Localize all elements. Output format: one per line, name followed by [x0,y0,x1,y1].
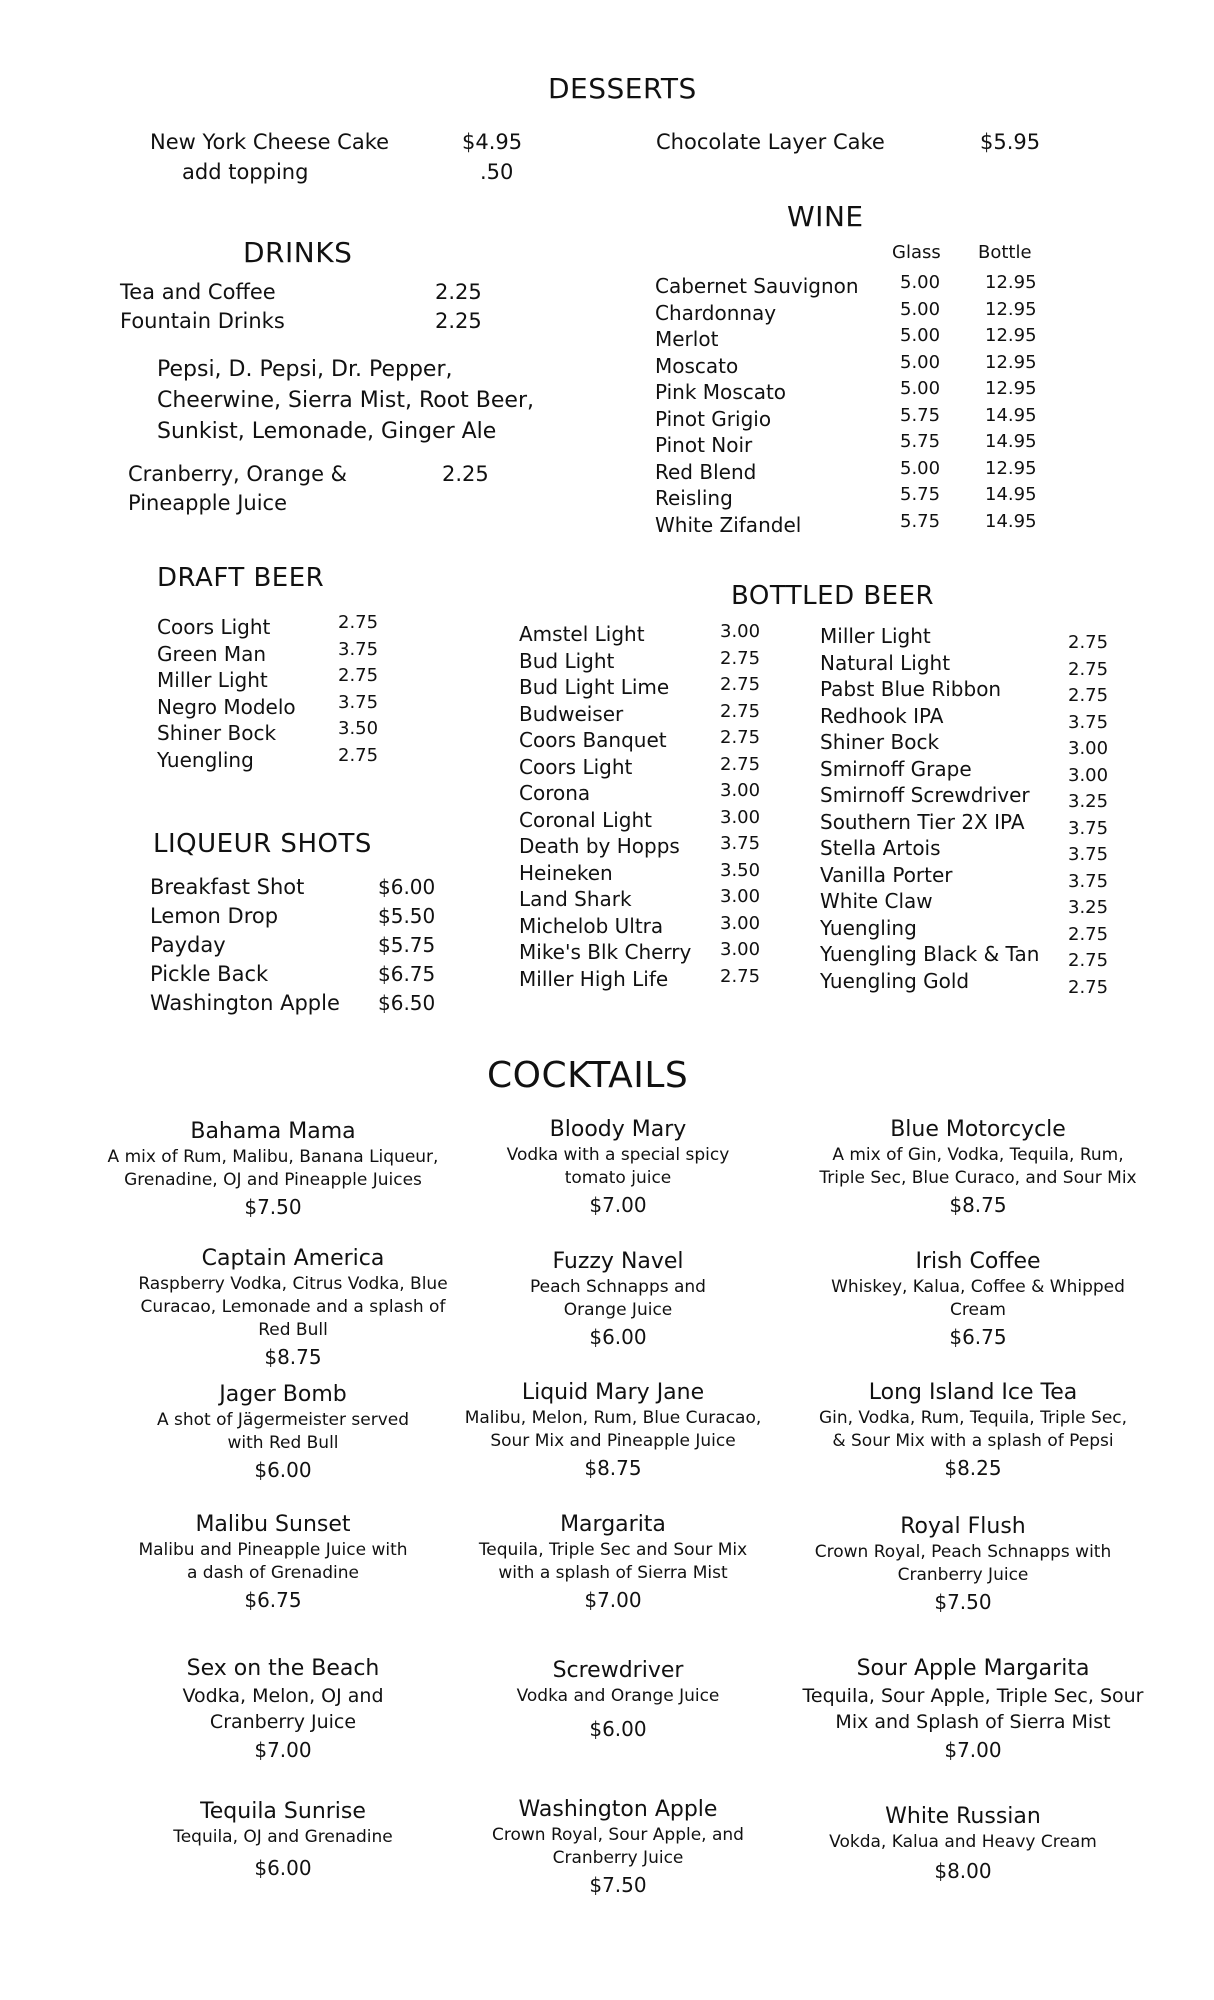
cocktail-desc: Vodka, Melon, OJ and [182,1685,384,1707]
cocktail-price: $8.75 [264,1345,322,1369]
dessert-chocolate-price: $5.95 [980,130,1041,154]
bottled-item: Michelob Ultra [519,913,664,938]
cocktail-name: Royal Flush [900,1514,1026,1539]
bottled-price: 2.75 [1068,976,1109,998]
cocktail-desc: Malibu, Melon, Rum, Blue Curacao, [464,1408,762,1428]
liqueur-price: $5.50 [378,904,436,928]
bottled-price: 2.75 [720,727,761,748]
cocktail-name: Sex on the Beach [186,1656,380,1681]
bottled-item: Corona [519,781,591,805]
wine-item: Pinot Grigio [655,406,772,431]
bottled-price: 3.00 [720,780,761,801]
bottled-item: Death by Hopps [519,834,680,858]
bottled-price: 2.75 [720,700,761,722]
bottled-price: 3.75 [1068,817,1109,839]
bottled-price: 2.75 [720,965,761,987]
juice-line: Pineapple Juice [128,491,288,515]
cocktail-desc: with Red Bull [227,1433,339,1453]
wine-bottle-price: 12.95 [985,378,1037,399]
wine-item: Red Blend [655,459,757,484]
draft-price: 2.75 [338,744,379,766]
draft-item: Miller Light [157,668,268,692]
cocktail-name: Washington Apple [518,1797,718,1822]
wine-glass-price: 5.00 [900,298,941,320]
cocktail-price: $7.00 [254,1738,312,1762]
wine-glass-prices [900,270,940,535]
soda-list [157,354,534,447]
cocktail-price: $7.00 [589,1193,647,1217]
cocktail-desc: Cranberry Juice [552,1848,684,1868]
cocktail-card [423,1379,803,1483]
wine-bottle-price: 12.95 [985,325,1037,346]
cocktail-card [438,1248,798,1352]
bottled-price: 3.00 [720,621,761,642]
draft-item: Shiner Bock [157,721,277,745]
cocktail-card [93,1118,453,1222]
bottled-item: Amstel Light [519,622,645,646]
cocktail-desc: Crown Royal, Sour Apple, and [492,1825,744,1845]
cocktail-card [438,1796,798,1900]
cocktail-desc: Tequila, OJ and Grenadine [173,1827,393,1847]
bottled-item: Stella Artois [820,836,941,860]
bottled-price: 3.00 [720,939,761,960]
bottled-price: 3.25 [1068,791,1109,812]
cocktail-price: $7.50 [589,1873,647,1897]
bottled-price: 3.00 [1068,764,1109,786]
draft-item: Yuengling [157,747,254,772]
bottled-price: 2.75 [1068,923,1109,945]
cocktail-desc: Mix and Splash of Sierra Mist [835,1711,1111,1733]
drinks-title: DRINKS [243,236,353,269]
cocktail-desc: Malibu and Pineapple Juice with [138,1540,408,1560]
cocktail-price: $6.75 [244,1588,302,1612]
bottled-item: Smirnoff Screwdriver [820,783,1030,807]
cocktail-card [103,1798,463,1883]
bottled-item: Shiner Bock [820,730,940,754]
liqueur-names [150,873,340,1018]
cocktail-name: Malibu Sunset [195,1512,351,1537]
bottled-price: 2.75 [1068,658,1109,680]
cocktail-desc: with a splash of Sierra Mist [498,1563,728,1583]
bottled-item: Coronal Light [519,807,652,832]
juice-name [128,460,347,518]
bottled-price: 2.75 [1068,950,1109,971]
draft-price: 3.50 [338,718,379,739]
liqueur-price: $6.50 [378,991,436,1015]
cocktail-price: $7.00 [944,1738,1002,1762]
drink-tea-name: Tea and Coffee [120,280,276,304]
cocktail-desc: Vodka and Orange Juice [516,1686,720,1706]
bottled-price: 2.75 [720,674,761,695]
cocktail-desc: Cream [950,1300,1006,1320]
cocktail-name: Bloody Mary [549,1117,687,1142]
soda-line: Pepsi, D. Pepsi, Dr. Pepper, [157,357,453,382]
cocktail-desc: Cranberry Juice [897,1565,1029,1585]
cocktail-card [438,1657,798,1744]
wine-bottle-price: 12.95 [985,351,1037,373]
cocktail-desc: A mix of Gin, Vodka, Tequila, Rum, [832,1145,1124,1165]
draft-price: 2.75 [338,612,379,633]
bottled-price: 2.75 [720,753,761,775]
wine-item: White Zifandel [655,512,802,537]
liqueur-price: $6.00 [378,875,436,899]
cocktail-price: $6.00 [589,1717,647,1741]
draft-price: 2.75 [338,665,379,686]
cocktail-name: Margarita [560,1512,666,1537]
cocktail-card [783,1248,1173,1352]
wine-bottle-price: 12.95 [985,272,1037,293]
cocktail-card [103,1381,463,1485]
bottled-price: 3.25 [1068,897,1109,918]
cocktail-card [113,1245,473,1372]
cocktail-desc: Vokda, Kalua and Heavy Cream [829,1832,1097,1852]
bottled-item: Budweiser [519,701,624,726]
liqueur-item: Pickle Back [150,962,269,986]
bottled-item: Coors Banquet [519,728,667,752]
bottled-item: White Claw [820,889,933,913]
bottled-item: Natural Light [820,650,951,675]
bottled-item: Heineken [519,860,613,885]
wine-bottle-price: 14.95 [985,484,1037,505]
wine-glass-header: Glass [892,242,941,263]
cocktail-price: $8.75 [949,1193,1007,1217]
cocktail-desc: Vodka with a special spicy [506,1145,730,1165]
cocktail-price: $7.50 [934,1590,992,1614]
cocktail-desc: Red Bull [258,1320,328,1340]
bottled-item: Pabst Blue Ribbon [820,677,1002,701]
wine-bottle-price: 12.95 [985,457,1037,479]
bottled-item: Smirnoff Grape [820,756,972,781]
bottled-item: Yuengling [820,915,917,940]
soda-line: Sunkist, Lemonade, Ginger Ale [157,419,497,444]
liqueur-price: $5.75 [378,933,436,957]
cocktail-desc: A mix of Rum, Malibu, Banana Liqueur, [107,1147,439,1167]
cocktail-name: Blue Motorcycle [890,1117,1066,1142]
cocktail-name: Bahama Mama [190,1119,356,1144]
wine-glass-price: 5.00 [900,351,941,373]
cocktail-desc: tomato juice [564,1168,672,1188]
cocktail-price: $6.00 [254,1458,312,1482]
bottled-right-prices [1068,630,1108,1001]
cocktail-price: $7.00 [584,1588,642,1612]
wine-title: WINE [787,200,864,233]
wine-glass-price: 5.00 [900,457,941,479]
cocktail-card [103,1655,463,1765]
wine-item: Reisling [655,486,733,510]
liqueur-item: Payday [150,933,226,957]
liqueur-prices [378,873,435,1018]
cocktail-desc: Cranberry Juice [209,1711,357,1733]
wine-bottle-price: 12.95 [985,298,1037,320]
liqueur-item: Breakfast Shot [150,875,305,899]
drink-tea-price: 2.25 [435,280,482,304]
liqueur-title: LIQUEUR SHOTS [153,829,372,859]
cocktail-desc: A shot of Jägermeister served [156,1410,410,1430]
cocktail-card [783,1116,1173,1220]
cocktail-price: $6.00 [254,1856,312,1880]
wine-bottle-price: 14.95 [985,510,1037,532]
wine-item: Moscato [655,353,739,378]
wine-names [655,273,859,538]
draft-names [157,614,296,773]
liqueur-price: $6.75 [378,962,436,986]
bottled-price: 3.75 [1068,844,1109,865]
bottled-price: 3.50 [720,859,761,881]
bottled-item: Miller High Life [519,966,669,991]
cocktail-desc: Curacao, Lemonade and a splash of [140,1297,446,1317]
cocktail-desc: Raspberry Vodka, Citrus Vodka, Blue [138,1274,448,1294]
cocktail-name: Irish Coffee [915,1249,1041,1274]
cocktail-desc: Grenadine, OJ and Pineapple Juices [124,1170,422,1190]
soda-line: Cheerwine, Sierra Mist, Root Beer, [157,388,534,413]
dessert-chocolate-name: Chocolate Layer Cake [656,130,885,154]
dessert-cheesecake-price: $4.95 [462,130,523,154]
wine-item: Cabernet Sauvignon [655,274,859,298]
bottled-price: 3.00 [720,806,761,828]
drink-fountain-name: Fountain Drinks [120,309,285,333]
wine-item: Chardonnay [655,300,777,325]
cocktail-card [433,1511,793,1615]
wine-glass-price: 5.75 [900,404,941,426]
wine-glass-price: 5.00 [900,272,941,293]
dessert-cheesecake-name: New York Cheese Cake [150,130,390,154]
drink-fountain-price: 2.25 [435,309,482,333]
bottled-price: 3.00 [720,912,761,934]
cocktail-price: $6.00 [589,1325,647,1349]
cocktail-desc: Gin, Vodka, Rum, Tequila, Triple Sec, [818,1408,1128,1428]
cocktail-price: $7.50 [244,1195,302,1219]
bottled-price: 3.75 [1068,870,1109,892]
cocktail-price: $8.75 [584,1456,642,1480]
bottled-item: Mike's Blk Cherry [519,940,692,964]
cocktail-card [778,1655,1168,1765]
wine-glass-price: 5.75 [900,510,941,532]
draft-price: 3.75 [338,638,379,660]
wine-bottle-prices [985,270,1037,535]
cocktail-card [93,1511,453,1615]
cocktail-price: $8.25 [944,1456,1002,1480]
wine-bottle-price: 14.95 [985,404,1037,426]
dessert-topping-name: add topping [182,160,309,184]
bottled-price: 2.75 [720,647,761,669]
cocktail-card [783,1803,1143,1886]
liqueur-item: Lemon Drop [150,904,279,928]
dessert-topping-price: .50 [480,160,514,184]
bottled-price: 3.75 [720,833,761,854]
bottled-item: Redhook IPA [820,703,944,728]
bottled-item: Land Shark [519,887,632,911]
desserts-title: DESSERTS [548,72,697,105]
cocktail-desc: a dash of Grenadine [186,1563,360,1583]
cocktail-name: Long Island Ice Tea [868,1380,1078,1405]
juice-line: Cranberry, Orange & [128,462,348,486]
bottled-item: Southern Tier 2X IPA [820,809,1025,834]
bottled-item: Miller Light [820,624,931,648]
cocktail-price: $6.75 [949,1325,1007,1349]
wine-item: Pinot Noir [655,433,753,457]
liqueur-item: Washington Apple [150,991,340,1015]
draft-item: Coors Light [157,615,271,639]
bottled-item: Bud Light Lime [519,675,670,699]
wine-glass-price: 5.00 [900,325,941,346]
wine-item: Merlot [655,327,719,351]
bottled-item: Vanilla Porter [820,862,953,887]
cocktail-price: $8.00 [934,1859,992,1883]
bottled-item: Yuengling Black & Tan [820,942,1040,966]
cocktail-name: Screwdriver [552,1658,684,1683]
draft-prices [338,610,378,769]
wine-glass-price: 5.75 [900,484,941,505]
cocktail-desc: Orange Juice [563,1300,673,1320]
bottled-price: 3.00 [720,886,761,907]
cocktail-desc: Crown Royal, Peach Schnapps with [814,1542,1112,1562]
bottled-item: Bud Light [519,648,615,673]
draft-item: Negro Modelo [157,694,296,719]
draft-title: DRAFT BEER [157,563,325,593]
cocktail-name: Sour Apple Margarita [856,1656,1090,1681]
cocktail-desc: Tequila, Triple Sec and Sour Mix [478,1540,748,1560]
bottled-left-names [519,621,691,992]
bottled-price: 3.75 [1068,711,1109,733]
cocktail-card [778,1379,1168,1483]
bottled-left-prices [720,619,760,990]
bottled-right-names [820,623,1039,994]
bottled-item: Coors Light [519,754,633,779]
bottled-price: 2.75 [1068,685,1109,706]
wine-bottle-price: 14.95 [985,431,1037,452]
bottled-price: 3.00 [1068,738,1109,759]
cocktail-desc: Peach Schnapps and [530,1277,706,1297]
cocktail-desc: Triple Sec, Blue Curaco, and Sour Mix [819,1168,1137,1188]
wine-bottle-header: Bottle [978,242,1032,263]
cocktail-name: Captain America [201,1246,385,1271]
bottled-title: BOTTLED BEER [731,581,935,611]
cocktails-title: COCKTAILS [487,1055,689,1096]
bottled-item: Yuengling Gold [820,968,970,993]
wine-glass-price: 5.75 [900,431,941,452]
cocktail-name: Jager Bomb [219,1382,347,1407]
cocktail-name: Fuzzy Navel [552,1249,684,1274]
wine-item: Pink Moscato [655,380,787,404]
bottled-price: 2.75 [1068,632,1109,653]
juice-price: 2.25 [442,462,489,486]
cocktail-desc: Sour Mix and Pineapple Juice [490,1431,736,1451]
cocktail-name: White Russian [885,1804,1041,1829]
wine-glass-price: 5.00 [900,378,941,399]
cocktail-card [438,1116,798,1220]
cocktail-desc: & Sour Mix with a splash of Pepsi [832,1431,1114,1451]
cocktail-name: Liquid Mary Jane [521,1380,705,1405]
cocktail-card [768,1513,1158,1617]
cocktail-desc: Tequila, Sour Apple, Triple Sec, Sour [802,1685,1144,1707]
draft-price: 3.75 [338,691,379,713]
cocktail-name: Tequila Sunrise [200,1799,366,1824]
cocktail-desc: Whiskey, Kalua, Coffee & Whipped [831,1277,1125,1297]
draft-item: Green Man [157,641,267,666]
